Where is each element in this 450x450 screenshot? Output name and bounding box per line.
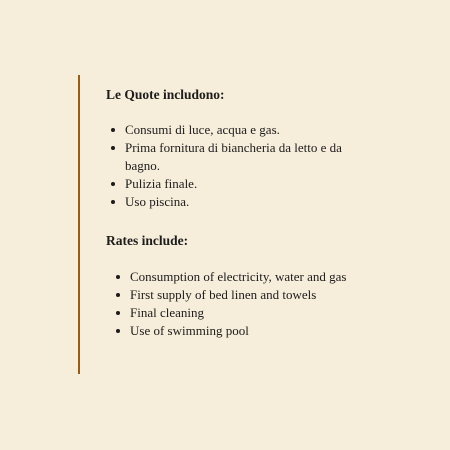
list-item: Final cleaning bbox=[111, 304, 355, 322]
rates-content bbox=[106, 84, 406, 340]
list-item: Uso piscina. bbox=[106, 193, 365, 211]
list-item: Prima fornitura di biancheria da letto e da bagno. bbox=[106, 139, 365, 175]
english-list bbox=[111, 268, 406, 340]
italian-list bbox=[106, 121, 406, 211]
list-item: First supply of bed linen and towels bbox=[111, 286, 355, 304]
english-heading: Rates include: bbox=[106, 233, 189, 248]
accent-vertical-line bbox=[78, 75, 80, 374]
list-item: Pulizia finale. bbox=[106, 175, 365, 193]
list-item: Use of swimming pool bbox=[111, 322, 355, 340]
list-item: Consumi di luce, acqua e gas. bbox=[106, 121, 365, 139]
italian-heading: Le Quote includono: bbox=[106, 87, 225, 102]
list-item: Consumption of electricity, water and gas bbox=[111, 268, 355, 286]
